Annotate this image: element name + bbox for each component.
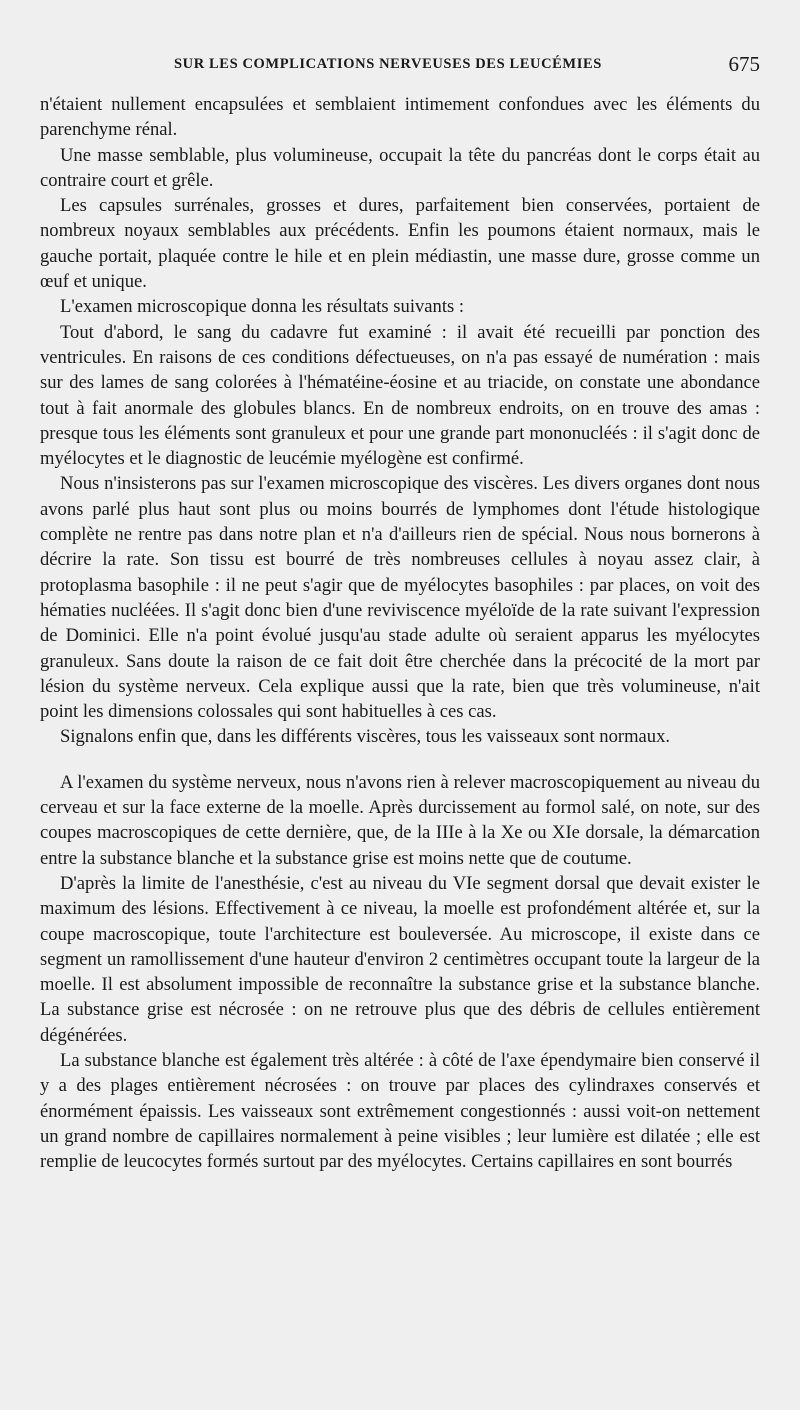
paragraph: Une masse semblable, plus volumineuse, occupait la tête du pancréas dont le corps était au contraire court et grêle. — [40, 144, 760, 191]
paragraph: Les capsules surrénales, grosses et dures, parfaitement bien conservées, portaient de nombreux noyaux semblables aux précédents. Enfin les poumons étaient normaux, mais le gauche portait, plaquée contre le hile et en plein médiastin, une masse dure, grosse comme un œuf et unique. — [40, 195, 760, 293]
paragraph: Nous n'insisterons pas sur l'examen microscopique des viscères. Les divers organes dont nous avons parlé plus haut sont plus ou moins bourrés de lymphomes dont l'étude histologique complète ne rentre pas dans notre plan et n'a d'ailleurs rien de spécial. Nous nous bornerons à décrire la rate. Son tissu est bourré de très nombreuses cellules à noyau assez clair, à protoplasma basophile : il ne peut s'agir que de myélocytes basophiles : par places, on voit des hématies nucléées. Il s'agit donc bien d'une reviviscence myéloïde de la rate suivant l'expression de Dominici. Elle n'a point évolué jusqu'au stade adulte où seraient apparus les myélocytes granuleux. Sans doute la raison de ce fait doit être cherchée dans la précocité de la mort par lésion du système nerveux. Cela explique aussi que la rate, bien que très volumineuse, n'ait point les dimensions colossales qui sont habituelles à ces cas. — [40, 473, 760, 723]
paragraph: La substance blanche est également très altérée : à côté de l'axe épendymaire bien conservé il y a des plages entièrement nécrosées : on trouve par places des cylindraxes conservés et énormément épaissis. Les vaisseaux sont extrêmement congestionnés : aussi voit-on nettement un grand nombre de capillaires normalement à peine visibles ; leur lumière est dilatée ; elle est remplie de leucocytes formés surtout par des myélocytes. Certains capillaires en sont bourrés — [40, 1049, 760, 1173]
paragraph: L'examen microscopique donna les résultats suivants : — [60, 296, 465, 318]
body-text — [40, 92, 760, 1174]
running-title: SUR LES COMPLICATIONS NERVEUSES DES LEUCÉMIES — [174, 56, 602, 72]
page-header — [56, 52, 776, 80]
paragraph: D'après la limite de l'anesthésie, c'est au niveau du VIe segment dorsal que devait exister le maximum des lésions. Effectivement à ce niveau, la moelle est profondément altérée et, sur la coupe macroscopique, toute l'architecture est bouleversée. Au microscope, il existe dans ce segment un ramollissement d'une hauteur d'environ 2 centimètres occupant toute la largeur de la moelle. Il est absolument impossible de reconnaître la substance grise et la substance blanche. La substance grise est nécrosée : on ne retrouve plus que des débris de cellules entièrement dégénérées. — [40, 872, 760, 1046]
paragraph: Tout d'abord, le sang du cadavre fut examiné : il avait été recueilli par ponction des ventricules. En raisons de ces conditions défectueuses, on n'a pas essayé de numération : mais sur des lames de sang colorées à l'hématéine-éosine et au triacide, on constate une abondance tout à fait anormale des globules blancs. En de nombreux endroits, on en trouve des amas : presque tous les éléments sont granuleux et pour une grande part mononucléés : il s'agit donc de myélocytes et le diagnostic de leucémie myélogène est confirmé. — [40, 321, 760, 470]
paragraph: n'étaient nullement encapsulées et semblaient intimement confondues avec les éléments du parenchyme rénal. — [40, 94, 760, 141]
page-number: 675 — [728, 52, 760, 76]
paragraph: A l'examen du système nerveux, nous n'avons rien à relever macroscopiquement au niveau du cerveau et sur la face externe de la moelle. Après durcissement au formol salé, on note, sur des coupes macroscopiques de cette dernière, que, de la IIIe à la Xe ou XIe dorsale, la démarcation entre la substance blanche et la substance grise est moins nette que de coutume. — [40, 771, 760, 869]
paragraph: Signalons enfin que, dans les différents viscères, tous les vaisseaux sont normaux. — [60, 726, 671, 748]
